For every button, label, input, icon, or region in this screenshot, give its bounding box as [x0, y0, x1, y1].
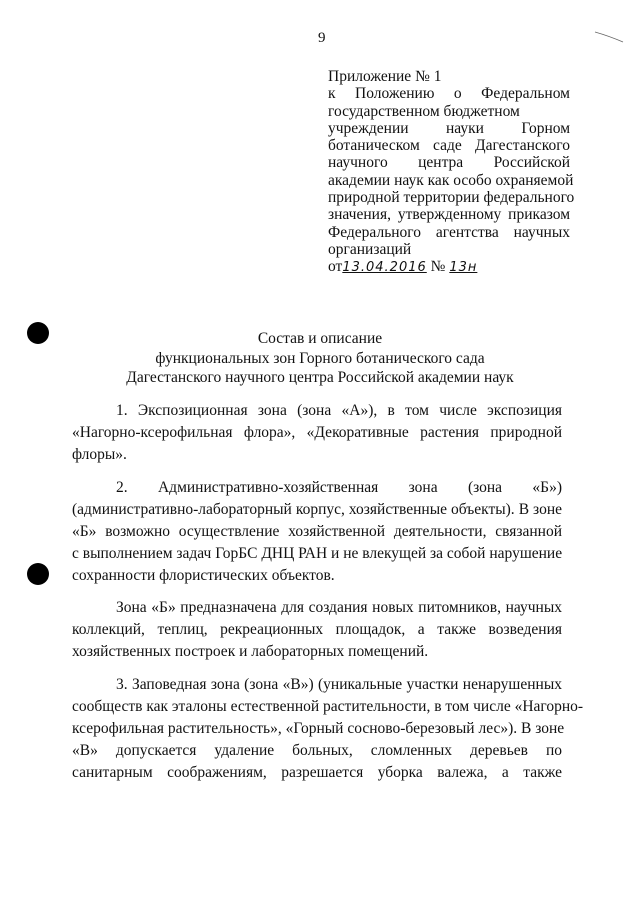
appendix-line: государственном бюджетном [328, 102, 520, 120]
paragraph-line: хозяйственных построек и лабораторных помещений. [72, 643, 429, 660]
paragraph-administrative-zone [72, 477, 562, 587]
number-label: № [430, 258, 446, 276]
page-number: 9 [318, 30, 326, 46]
appendix-line: значения, утвержденному приказом [328, 206, 570, 224]
appendix-line: академии наук как особо охраняемой [328, 171, 574, 189]
paragraph-exposition-zone [72, 400, 562, 466]
paragraph-line: сообществ как эталоны естественной растительности, в том числе «Нагорно- [72, 698, 584, 715]
paragraph-line: «В» допускается удаление больных, сломленных деревьев по [72, 742, 562, 759]
title-line: Дагестанского научного центра Российской академии наук [126, 369, 514, 386]
title-line: функциональных зон Горного ботанического сада [155, 349, 485, 367]
paragraph-line: сохранности флористических объектов. [72, 567, 335, 584]
paragraph-line: «Б» возможно осуществление хозяйственной деятельности, связанной [72, 523, 562, 540]
punch-hole-top [27, 322, 49, 344]
handwritten-date: 13.04.2016 [342, 260, 427, 276]
paragraph-line: (административно-лабораторный корпус, хозяйственные объекты). В зоне [72, 501, 562, 518]
paragraph-zone-b-purpose [72, 597, 562, 663]
appendix-line: организаций [328, 240, 412, 258]
paragraph-line: ксерофильная растительность», «Горный сосново-березовый лес»). В зоне [72, 720, 565, 737]
appendix-date-line [328, 258, 570, 276]
paragraph-line: флоры». [72, 446, 127, 463]
appendix-line: природной территории федерального [328, 189, 575, 207]
paragraph-reserve-zone [72, 674, 584, 784]
paragraph-line: «Нагорно-ксерофильная флора», «Декоративные растения природной [72, 424, 562, 441]
punch-hole-bottom [27, 563, 49, 585]
document-body [72, 400, 584, 784]
appendix-line: к Положению о Федеральном [328, 85, 570, 103]
paragraph-line: 2. Административно-хозяйственная зона (зона «Б») [116, 479, 562, 496]
paragraph-line: санитарным соображениям, разрешается уборка валежа, а также [72, 764, 562, 781]
appendix-header [328, 68, 575, 277]
title-line: Состав и описание [257, 330, 383, 347]
paragraph-line: Зона «Б» предназначена для создания новых питомников, научных [116, 599, 562, 616]
appendix-line: научного центра Российской [328, 154, 570, 172]
paragraph-line: коллекций, теплиц, рекреационных площадок, а также возведения [72, 621, 562, 638]
paragraph-line: с выполнением задач ГорБС ДНЦ РАН и не влекущей за собой нарушение [72, 545, 563, 562]
date-prefix: от [328, 258, 343, 276]
appendix-line: ботаническом саде Дагестанского [328, 137, 570, 155]
paragraph-line: 1. Экспозиционная зона (зона «А»), в том числе экспозиция [116, 402, 562, 419]
appendix-title: Приложение № 1 [328, 68, 442, 85]
appendix-line: Федерального агентства научных [328, 223, 570, 241]
paragraph-line: 3. Заповедная зона (зона «В») (уникальные участки ненарушенных [116, 676, 562, 693]
pen-stroke-mark [594, 30, 624, 44]
handwritten-number: 13н [449, 260, 478, 276]
appendix-line: учреждении науки Горном [328, 119, 570, 137]
document-title [70, 329, 570, 388]
